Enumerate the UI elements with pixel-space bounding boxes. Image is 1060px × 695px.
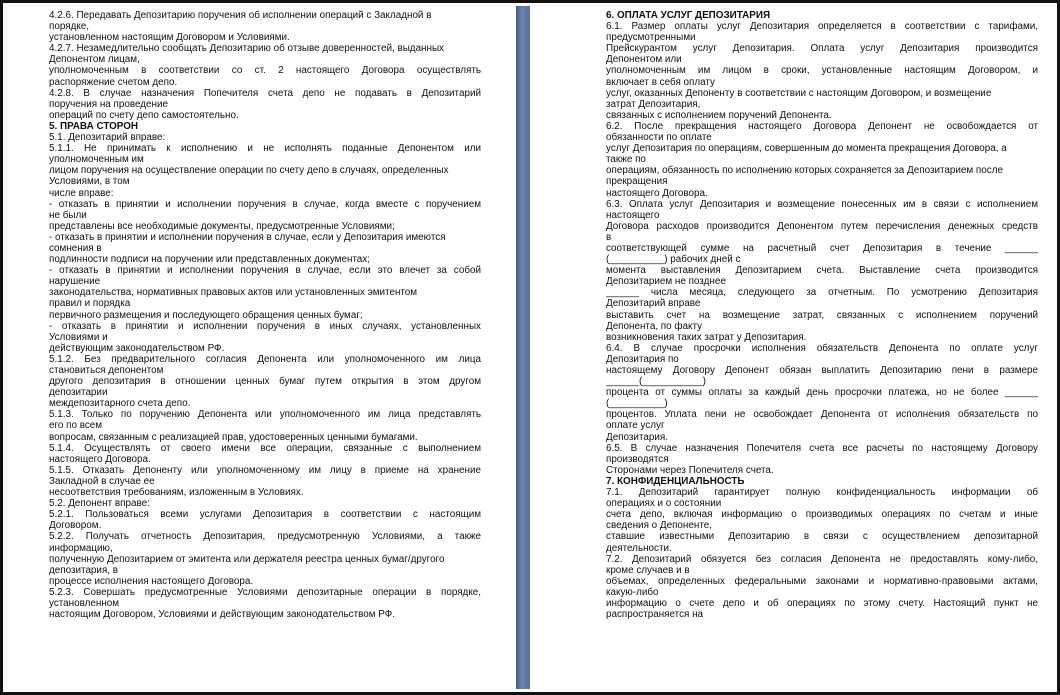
text-line: 5.2.2. Получать отчетность Депозитария, предусмотренную Условиями, а также xyxy=(49,531,481,543)
text-line: распространяется на xyxy=(606,609,704,621)
text-line: депозитария, в xyxy=(49,564,119,576)
text-line: 6.5. В случае назначения Попечителя счета все расчеты по настоящему Договору xyxy=(606,442,1038,454)
text-line: нарушение xyxy=(49,276,101,288)
text-line: 6.2. После прекращения настоящего Договора Депонент не освобождается от xyxy=(606,120,1038,132)
text-line: включает в себя оплату xyxy=(606,76,715,88)
text-line: 5.1.1. Не принимать к исполнению и не исполнять поданные Депонентом или xyxy=(49,143,481,155)
text-line: Депозитария. xyxy=(606,431,668,443)
text-line: - отказать в принятии и исполнении поручения в случае, когда вместе с поручением xyxy=(49,198,481,210)
text-line: становиться депонентом xyxy=(49,365,164,376)
section-heading: 7. КОНФИДЕНЦИАЛЬНОСТЬ xyxy=(606,475,745,487)
text-line: информацию о счете депо и об операциях по этому счету. Настоящий пункт не xyxy=(606,597,1038,609)
text-line: Сторонами через Попечителя счета. xyxy=(606,464,774,476)
text-line: Депонента, по факту xyxy=(606,320,703,332)
text-line: выставить счет на возмещение затрат, связанных с исполнением поручений xyxy=(606,309,1038,321)
text-line: лицом поручения на осуществление операции по счету депо в случаях, определенных xyxy=(49,165,449,177)
text-line: правил и порядка xyxy=(49,298,131,310)
text-line: его по всем xyxy=(49,420,103,432)
text-line: не были xyxy=(49,209,87,221)
text-line: услуг, оказанных Депоненту в соответствии с настоящим Договором, и возмещение xyxy=(606,87,992,99)
text-line: возникновения таких затрат у Депозитария. xyxy=(606,331,807,343)
text-line: Депонентом лицам, xyxy=(49,54,140,66)
text-line: операциям, обязанность по исполнению которых сохраняется за Депозитарием после xyxy=(606,165,1003,177)
text-line: настоящим Договором, Условиями и действующим законодательством РФ. xyxy=(49,609,396,621)
text-line: объемах, определенных федеральными законами и нормативно-правовыми актами, xyxy=(606,575,1038,587)
text-line: настоящего Договора. xyxy=(49,453,151,465)
right-page-text xyxy=(606,10,1038,620)
text-line: сведения о Депоненте, xyxy=(606,520,712,532)
text-line: Закладной в случае ее xyxy=(49,475,155,487)
text-line: депозитарии xyxy=(49,387,108,399)
text-line: связанных с исполнением поручений Депонента. xyxy=(606,109,832,121)
text-line: 6.3. Оплата услуг Депозитария и возмещение понесенных им в связи с исполнением xyxy=(606,198,1038,210)
text-line: информацию, xyxy=(49,542,113,554)
text-line: момента выставления Депозитарием счета. Выставление счета производится xyxy=(606,265,1038,277)
text-line: ______ числа месяца, следующего за отчетным. По усмотрению Депозитария xyxy=(606,287,1038,299)
text-line: настоящего xyxy=(606,209,660,221)
text-line: (__________) рабочих дней с xyxy=(606,254,741,266)
text-line: (__________) xyxy=(606,398,668,410)
text-line: Договором. xyxy=(49,520,102,532)
text-line: действующим законодательством РФ. xyxy=(49,342,225,354)
text-line: Депозитарием не позднее xyxy=(606,276,726,288)
text-line: 4.2.7. Незамедлительно сообщать Депозитарию об отзыве доверенностей, выданных xyxy=(49,43,444,55)
text-line: настоящему Договору Депонент обязан выплатить Депозитарию пени в размере xyxy=(606,365,1038,376)
text-line: Депозитарий вправе xyxy=(606,298,701,310)
text-line: оплате услуг xyxy=(606,420,665,432)
text-line: 4.2.8. В случае назначения Попечителя счета депо не подавать в Депозитарий xyxy=(49,87,481,99)
text-line: прекращения xyxy=(606,176,668,188)
text-line: сомнения в xyxy=(49,242,102,254)
text-line: установленном xyxy=(49,597,120,609)
left-page-text xyxy=(49,10,481,620)
text-line: числе вправе: xyxy=(49,187,114,199)
text-line: 4.2.6. Передавать Депозитарию поручения об исполнении операций с Закладной в xyxy=(49,10,432,21)
text-line: 5.1.2. Без предварительного согласия Депонента или уполномоченного им лица xyxy=(49,353,481,365)
text-line: первичного размещения и последующего обращения ценных бумаг; xyxy=(49,309,363,321)
text-line: процессе исполнения настоящего Договора. xyxy=(49,575,254,587)
text-line: - отказать в принятии и исполнении поручения в случае, если это влечет за собой xyxy=(49,265,481,277)
text-line: Условиями, в том xyxy=(49,176,130,188)
text-line: какую-либо xyxy=(606,586,659,598)
text-line: полученную Депозитарием от эмитента или держателя реестра ценных бумаг/другого xyxy=(49,553,445,565)
text-line: вопросам, связанным с реализацией прав, удостоверенных ценными бумагами. xyxy=(49,431,418,443)
section-heading: 6. ОПЛАТА УСЛУГ ДЕПОЗИТАРИЯ xyxy=(606,10,771,21)
text-line: обязанности по оплате xyxy=(606,132,712,144)
text-line: деятельности. xyxy=(606,542,672,554)
text-line: междепозитарного счета депо. xyxy=(49,398,191,410)
text-line: Депонентом или xyxy=(606,54,682,66)
text-line: 6.4. В случае просрочки исполнения обязательств Депонента по оплате услуг xyxy=(606,342,1038,354)
text-line: законодательства, нормативных правовых актов или установленных эмитентом xyxy=(49,287,418,299)
text-line: Договора расходов производится Депонентом путем перечисления денежных средств xyxy=(606,220,1038,232)
text-line: подлинности подписи на поручении или представленных документах; xyxy=(49,254,370,266)
text-line: Условиями и xyxy=(49,331,108,343)
text-line: порядке, xyxy=(49,21,89,33)
text-line: услуг Депозитария по операциям, совершенным до момента прекращения Договора, а xyxy=(606,143,1007,155)
text-line: производятся xyxy=(606,453,669,465)
text-line: 5.2.3. Совершать предусмотренные Условиями депозитарные операции в порядке, xyxy=(49,586,481,598)
page-gutter xyxy=(516,6,530,689)
section-heading: 5. ПРАВА СТОРОН xyxy=(49,120,139,132)
text-line: - отказать в принятии и исполнении поручения в случае, если у Депозитария имеются xyxy=(49,231,446,243)
text-line: ______(___________) xyxy=(606,376,706,388)
left-page xyxy=(6,6,516,689)
text-line: операциях и о состоянии xyxy=(606,498,722,510)
text-line: 5.1.3. Только по поручению Депонента или уполномоченного им лица представлять xyxy=(49,409,481,421)
text-line: установленном настоящим Договором и Условиями. xyxy=(49,32,290,44)
text-line: уполномоченным им лицом в сроки, установленные настоящим Договором, и xyxy=(606,65,1038,77)
text-line: 7.2. Депозитарий обязуется без согласия Депонента не предоставлять кому-либо, xyxy=(606,553,1038,565)
text-line: кроме случаев и в xyxy=(606,564,690,576)
text-line: уполномоченным им xyxy=(49,154,144,166)
text-line: 5.2. Депонент вправе: xyxy=(49,498,150,510)
text-line: распоряжение счетом депо. xyxy=(49,76,178,88)
text-line: 7.1. Депозитарий гарантирует полную конфиденциальность информации об xyxy=(606,487,1038,499)
text-line: поручения на проведение xyxy=(49,98,169,110)
text-line: предусмотренными xyxy=(606,32,696,44)
text-line: 5.1.5. Отказать Депоненту или уполномоченному им лицу в приеме на хранение xyxy=(49,464,481,476)
text-line: Прейскурантом услуг Депозитария. Оплата услуг Депозитария производится xyxy=(606,43,1038,55)
text-line: процента от суммы оплаты за каждый день просрочки платежа, но не более ______ xyxy=(606,387,1038,399)
text-line: 5.2.1. Пользоваться всеми услугами Депозитария в соответствии с настоящим xyxy=(49,509,481,521)
text-line: в xyxy=(606,231,612,243)
text-line: несоответствия требованиям, изложенным в Условиях. xyxy=(49,487,304,499)
text-line: настоящего Договора. xyxy=(606,187,708,199)
text-line: другого депозитария в отношении ценных бумаг путем открытия в этом другом xyxy=(49,376,481,388)
text-line: процентов. Уплата пени не освобождает Депонента от исполнения обязательств по xyxy=(606,409,1038,421)
text-line: соответствующей сумме на расчетный счет Депозитария в течение ______ xyxy=(606,242,1038,254)
text-line: - отказать в принятии и исполнении поручения в иных случаях, установленных xyxy=(49,320,481,332)
text-line: представлены все необходимые документы, предусмотренные Условиями; xyxy=(49,220,395,232)
text-line: также по xyxy=(606,154,646,166)
text-line: операций по счету депо самостоятельно. xyxy=(49,109,239,121)
text-line: 5.1.4. Осуществлять от своего имени все операции, связанные с выполнением xyxy=(49,442,481,454)
text-line: затрат Депозитария, xyxy=(606,98,701,110)
text-line: ставшие известными Депозитарию в связи с осуществлением депозитарной xyxy=(606,531,1038,543)
text-line: уполномоченным в соответствии со ст. 2 настоящего Договора осуществлять xyxy=(49,65,481,77)
right-page xyxy=(530,6,1056,689)
text-line: счета депо, включая информацию о производимых операциях по счетам и иные xyxy=(606,509,1038,521)
text-line: 6.1. Размер оплаты услуг Депозитария определяется в соответствии с тарифами, xyxy=(606,21,1038,33)
text-line: Депозитария по xyxy=(606,353,679,365)
text-line: 5.1. Депозитарий вправе: xyxy=(49,132,166,144)
